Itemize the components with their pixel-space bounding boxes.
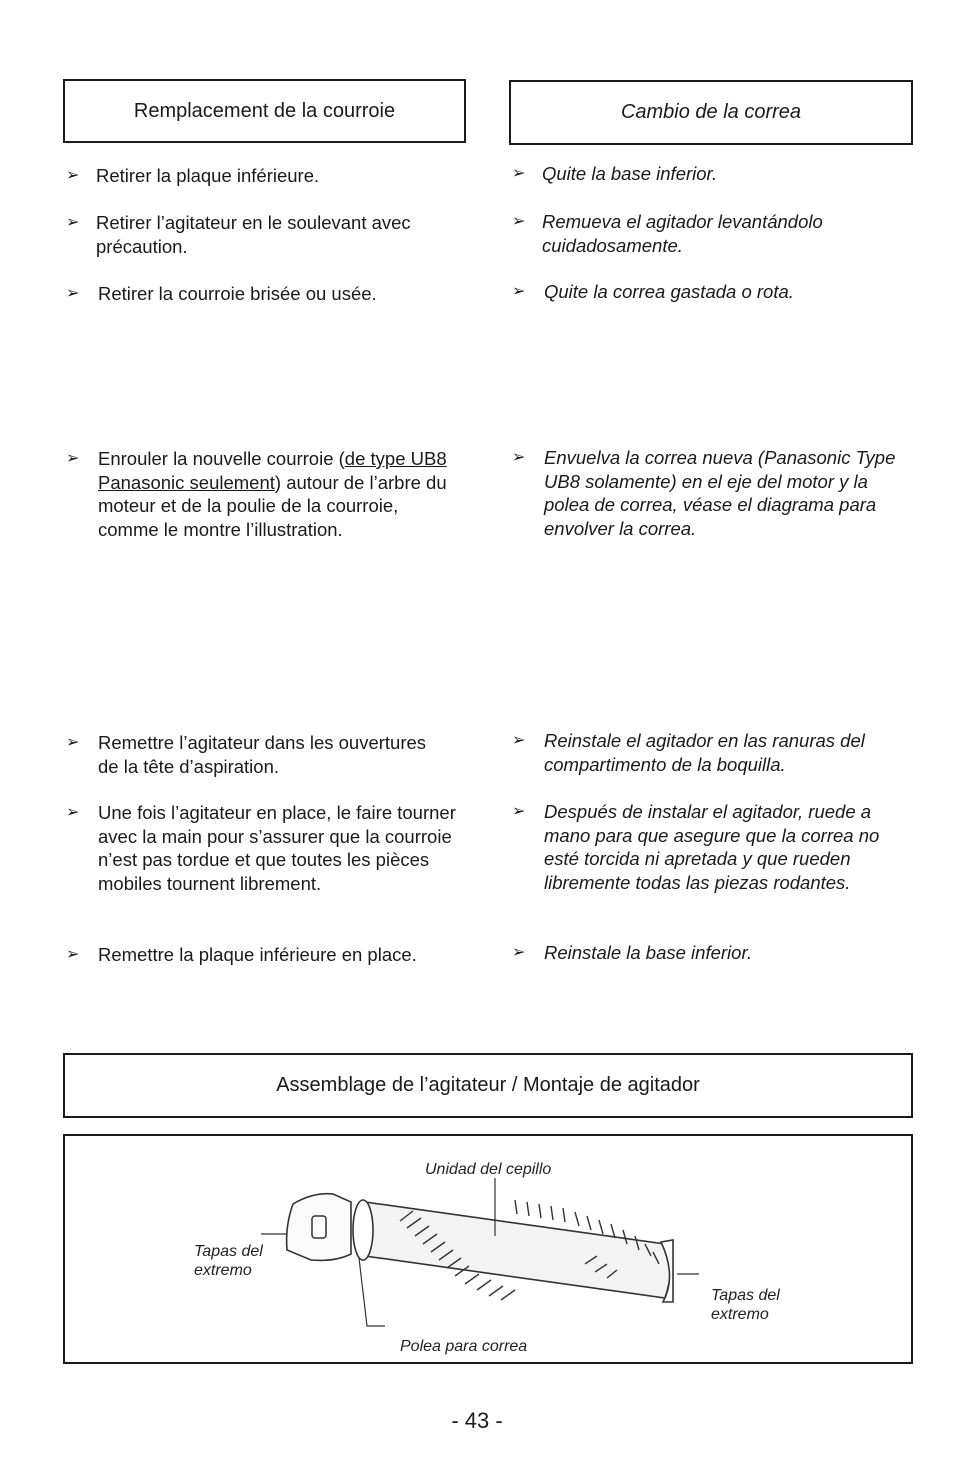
bullet-arrow: ➢ (512, 732, 526, 749)
bullet-arrow: ➢ (66, 734, 80, 751)
bullet-arrow: ➢ (512, 803, 526, 820)
left-step-4 (66, 731, 436, 778)
left-step-3 (66, 282, 466, 306)
assembly-title-box (63, 1053, 913, 1118)
label-pulley: Polea para correa (400, 1338, 528, 1355)
left-step-5 (66, 801, 464, 895)
left-step-5-text: Une fois l’agitateur en place, le faire tourner avec la main pour s’assurer que la courroie n’est pas tordue et que toutes les pièces mobiles tournent librement. (98, 802, 456, 894)
bullet-arrow: ➢ (512, 213, 526, 230)
left-section-title (63, 79, 466, 143)
left-step-6-text: Remettre la plaque inférieure en place. (98, 944, 417, 965)
right-wrap-text: Envuelva la correa nueva (Panasonic Type UB8 solamente) en el eje del motor y la polea de correa, véase el diagrama para envolver la correa. (544, 447, 896, 539)
left-title-text: Remplacement de la courroie (133, 99, 396, 122)
left-wrap-step (66, 447, 458, 541)
right-step-1-text: Quite la base inferior. (542, 163, 718, 184)
label-brush-unit: Unidad del cepillo (425, 1161, 552, 1178)
left-step-6 (66, 943, 476, 967)
right-step-6 (512, 941, 912, 965)
right-title-text: Cambio de la correa (620, 101, 802, 123)
bullet-arrow: ➢ (66, 285, 80, 302)
right-step-3 (512, 280, 912, 304)
right-step-2 (512, 210, 882, 257)
right-step-4-text: Reinstale el agitador en las ranuras del compartimento de la boquilla. (544, 730, 865, 775)
left-step-2-text: Retirer l’agitateur en le soulevant avec précaution. (96, 212, 411, 257)
right-step-3-text: Quite la correa gastada o rota. (544, 281, 794, 302)
left-wrap-underlined: de type UB8 Panasonic seulement (98, 448, 447, 493)
left-step-1-text: Retirer la plaque inférieure. (96, 165, 320, 186)
bullet-arrow: ➢ (66, 946, 80, 963)
label-end-cap-left-2: extremo (194, 1262, 252, 1279)
bullet-arrow: ➢ (66, 450, 80, 467)
right-step-5 (512, 800, 908, 894)
label-end-cap-right-1: Tapas del (711, 1287, 780, 1304)
right-wrap-step (512, 446, 904, 540)
label-end-cap-right-2: extremo (711, 1306, 769, 1323)
right-step-4 (512, 729, 902, 776)
label-end-cap-left-1: Tapas del (194, 1243, 263, 1260)
left-step-1 (66, 164, 466, 188)
left-step-3-text: Retirer la courroie brisée ou usée. (98, 283, 377, 304)
left-step-2 (66, 211, 466, 258)
agitator-diagram-box (63, 1134, 913, 1364)
bullet-arrow: ➢ (66, 804, 80, 821)
left-wrap-after: ) autour de l’arbre du moteur et de la poulie de la courroie, comme le montre l’illustration. (98, 471, 447, 540)
page-number: - 43 - (451, 1408, 503, 1433)
bullet-arrow: ➢ (66, 214, 80, 231)
left-step-4-text: Remettre l’agitateur dans les ouvertures de la tête d’aspiration. (98, 732, 427, 777)
bullet-arrow: ➢ (512, 165, 526, 182)
right-step-6-text: Reinstale la base inferior. (544, 942, 753, 963)
right-step-1 (512, 162, 912, 186)
right-step-2-text: Remueva el agitador levantándolo cuidadosamente. (542, 211, 823, 256)
assembly-title-text: Assemblage de l’agitateur / Montaje de agitador (276, 1074, 700, 1096)
left-wrap-text (66, 447, 458, 541)
bullet-arrow: ➢ (512, 283, 526, 300)
left-wrap-before: Enrouler la nouvelle courroie ( (98, 448, 345, 469)
right-step-5-text: Después de instalar el agitador, ruede a mano para que asegure que la correa no esté torcida ni apretada y que rueden libremente todas las piezas rodantes. (544, 801, 880, 893)
bullet-arrow: ➢ (66, 167, 80, 184)
right-section-title (509, 80, 913, 145)
bullet-arrow: ➢ (512, 944, 526, 961)
bullet-arrow: ➢ (512, 449, 526, 466)
